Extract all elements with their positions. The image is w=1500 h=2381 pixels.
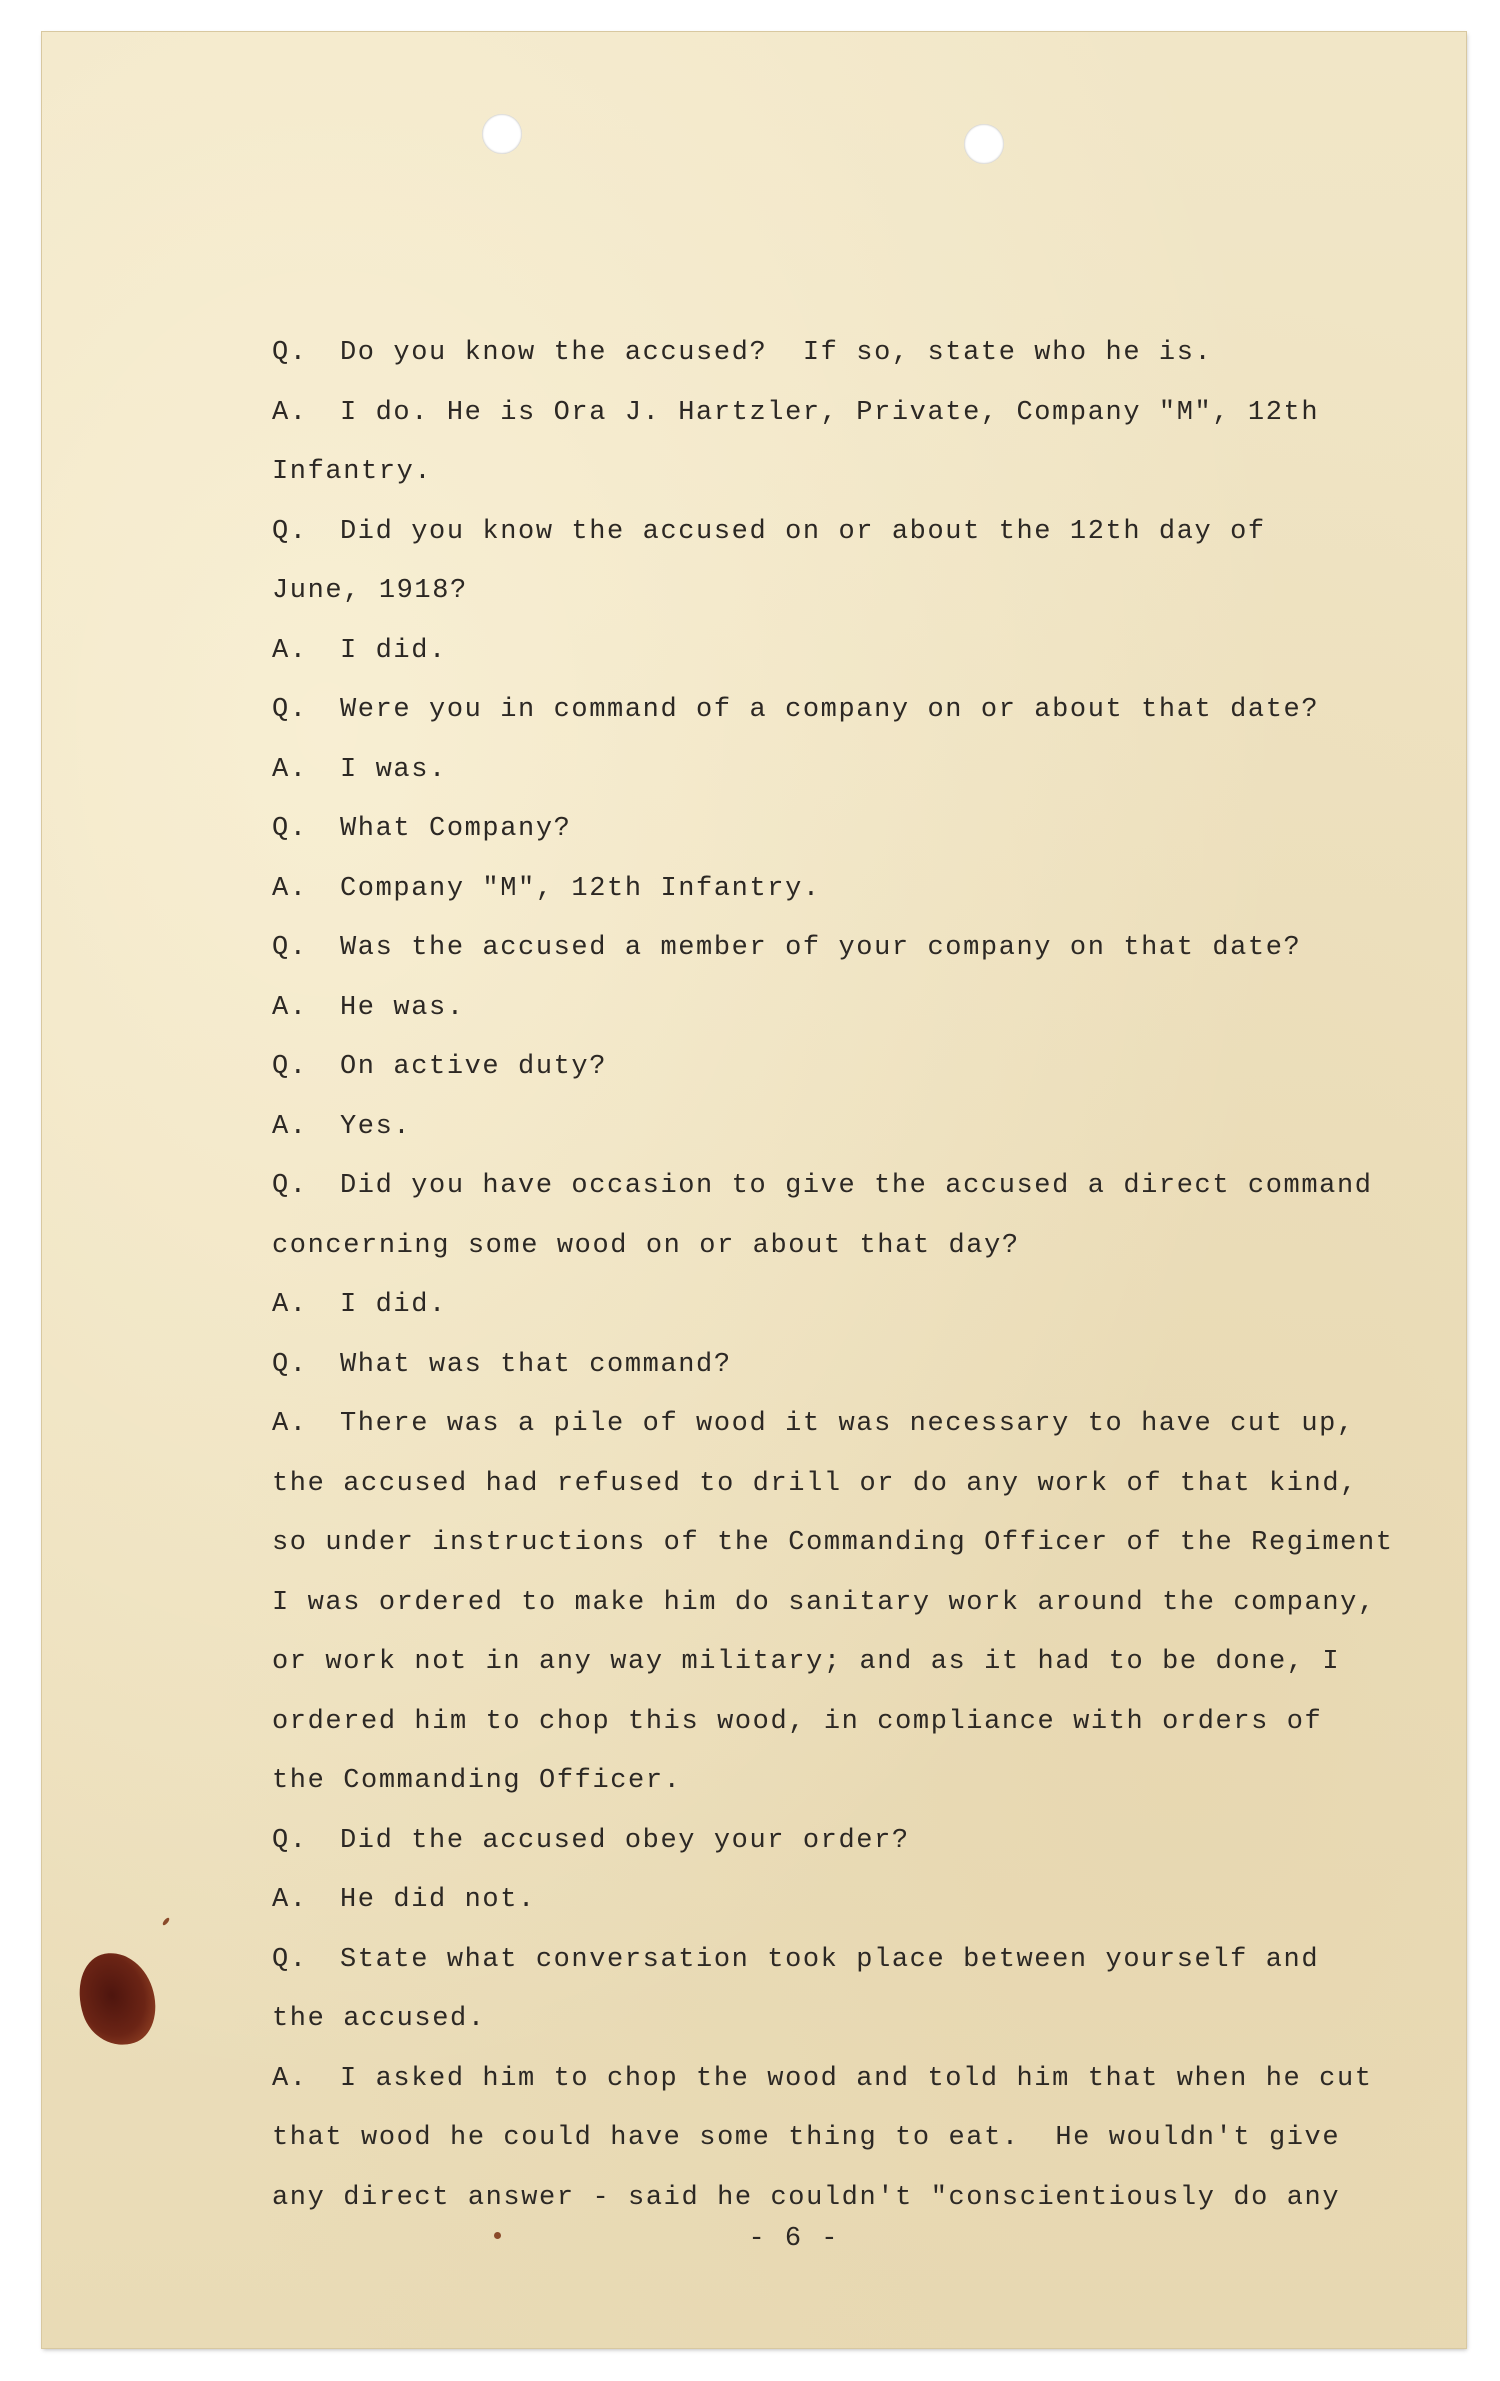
- answer-line: [272, 622, 1442, 682]
- line-text: Yes.: [340, 1111, 412, 1142]
- line-text: He did not.: [340, 1885, 536, 1915]
- line-text: that wood he could have some thing to eat. He wouldn't give: [272, 2123, 1341, 2153]
- line-text: the accused had refused to drill or do any work of that kind,: [272, 1468, 1358, 1499]
- line-marker: Q.: [272, 1825, 308, 1856]
- punch-hole: [482, 114, 522, 154]
- line-text: Did you know the accused on or about the 12th day of: [340, 516, 1266, 547]
- answer-line: [272, 741, 1442, 801]
- line-text: On active duty?: [340, 1052, 608, 1082]
- document-page: [42, 32, 1466, 2348]
- line-text: I was.: [340, 754, 447, 785]
- line-text: I asked him to chop the wood and told him that when he cut: [340, 2063, 1373, 2094]
- line-marker: Q.: [272, 338, 308, 368]
- continuation-line: [272, 1217, 1442, 1277]
- question-line: [272, 1157, 1442, 1217]
- line-text: Do you know the accused? If so, state who he is.: [340, 338, 1213, 368]
- line-text: I did.: [340, 1290, 447, 1320]
- ink-stain: [67, 1943, 166, 2055]
- line-marker: A.: [272, 397, 308, 428]
- line-text: What Company?: [340, 814, 572, 844]
- answer-line: [272, 384, 1442, 444]
- line-text: State what conversation took place between yourself and: [340, 1944, 1320, 1975]
- continuation-line: [272, 2109, 1442, 2169]
- question-line: [272, 800, 1442, 860]
- line-marker: Q.: [272, 1171, 308, 1201]
- line-text: What was that command?: [340, 1349, 732, 1380]
- line-marker: A.: [272, 1111, 308, 1142]
- line-text: Were you in command of a company on or about that date?: [340, 695, 1320, 725]
- line-marker: A.: [272, 1885, 308, 1915]
- line-marker: Q.: [272, 1349, 308, 1380]
- line-text: Company "M", 12th Infantry.: [340, 873, 821, 904]
- line-marker: A.: [272, 635, 308, 666]
- answer-line: [272, 1276, 1442, 1336]
- continuation-line: [272, 1514, 1442, 1574]
- line-text: Was the accused a member of your company on that date?: [340, 933, 1302, 963]
- question-line: [272, 503, 1442, 563]
- line-text: Did you have occasion to give the accused a direct command: [340, 1171, 1373, 1201]
- line-text: Did the accused obey your order?: [340, 1825, 910, 1856]
- continuation-line: [272, 1693, 1442, 1753]
- continuation-line: [272, 1455, 1442, 1515]
- ink-speck: [162, 1917, 171, 1926]
- punch-hole: [964, 124, 1004, 164]
- line-marker: A.: [272, 1409, 308, 1439]
- line-marker: A.: [272, 992, 308, 1023]
- line-text: Infantry.: [272, 457, 433, 487]
- line-marker: A.: [272, 873, 308, 904]
- question-line: [272, 324, 1442, 384]
- line-marker: Q.: [272, 1052, 308, 1082]
- line-text: There was a pile of wood it was necessary to have cut up,: [340, 1409, 1355, 1439]
- line-text: the accused.: [272, 2004, 486, 2034]
- question-line: [272, 1336, 1442, 1396]
- answer-line: [272, 979, 1442, 1039]
- line-text: ordered him to chop this wood, in compliance with orders of: [272, 1706, 1323, 1737]
- line-marker: Q.: [272, 695, 308, 725]
- line-marker: A.: [272, 1290, 308, 1320]
- continuation-line: [272, 1574, 1442, 1634]
- continuation-line: [272, 1752, 1442, 1812]
- question-line: [272, 919, 1442, 979]
- line-text: I was ordered to make him do sanitary work around the company,: [272, 1587, 1376, 1618]
- line-marker: A.: [272, 2063, 308, 2094]
- question-line: [272, 681, 1442, 741]
- continuation-line: [272, 2169, 1442, 2229]
- question-line: [272, 1812, 1442, 1872]
- line-text: any direct answer - said he couldn't "conscientiously do any: [272, 2182, 1341, 2213]
- line-text: I do. He is Ora J. Hartzler, Private, Company "M", 12th: [340, 397, 1320, 428]
- question-line: [272, 1931, 1442, 1991]
- question-line: [272, 1038, 1442, 1098]
- line-marker: Q.: [272, 933, 308, 963]
- answer-line: [272, 1871, 1442, 1931]
- page-number: - 6 -: [748, 2224, 840, 2254]
- continuation-line: [272, 1990, 1442, 2050]
- answer-line: [272, 1395, 1442, 1455]
- line-marker: Q.: [272, 516, 308, 547]
- line-text: the Commanding Officer.: [272, 1766, 682, 1796]
- continuation-line: [272, 562, 1442, 622]
- answer-line: [272, 1098, 1442, 1158]
- answer-line: [272, 2050, 1442, 2110]
- line-text: He was.: [340, 992, 465, 1023]
- line-text: so under instructions of the Commanding Officer of the Regiment: [272, 1528, 1394, 1558]
- line-text: June, 1918?: [272, 576, 468, 606]
- line-marker: Q.: [272, 1944, 308, 1975]
- answer-line: [272, 860, 1442, 920]
- line-text: I did.: [340, 635, 447, 666]
- continuation-line: [272, 443, 1442, 503]
- line-marker: Q.: [272, 814, 308, 844]
- line-text: concerning some wood on or about that day?: [272, 1230, 1020, 1261]
- testimony-transcript: [272, 324, 1442, 2228]
- line-text: or work not in any way military; and as it had to be done, I: [272, 1647, 1341, 1677]
- line-marker: A.: [272, 754, 308, 785]
- continuation-line: [272, 1633, 1442, 1693]
